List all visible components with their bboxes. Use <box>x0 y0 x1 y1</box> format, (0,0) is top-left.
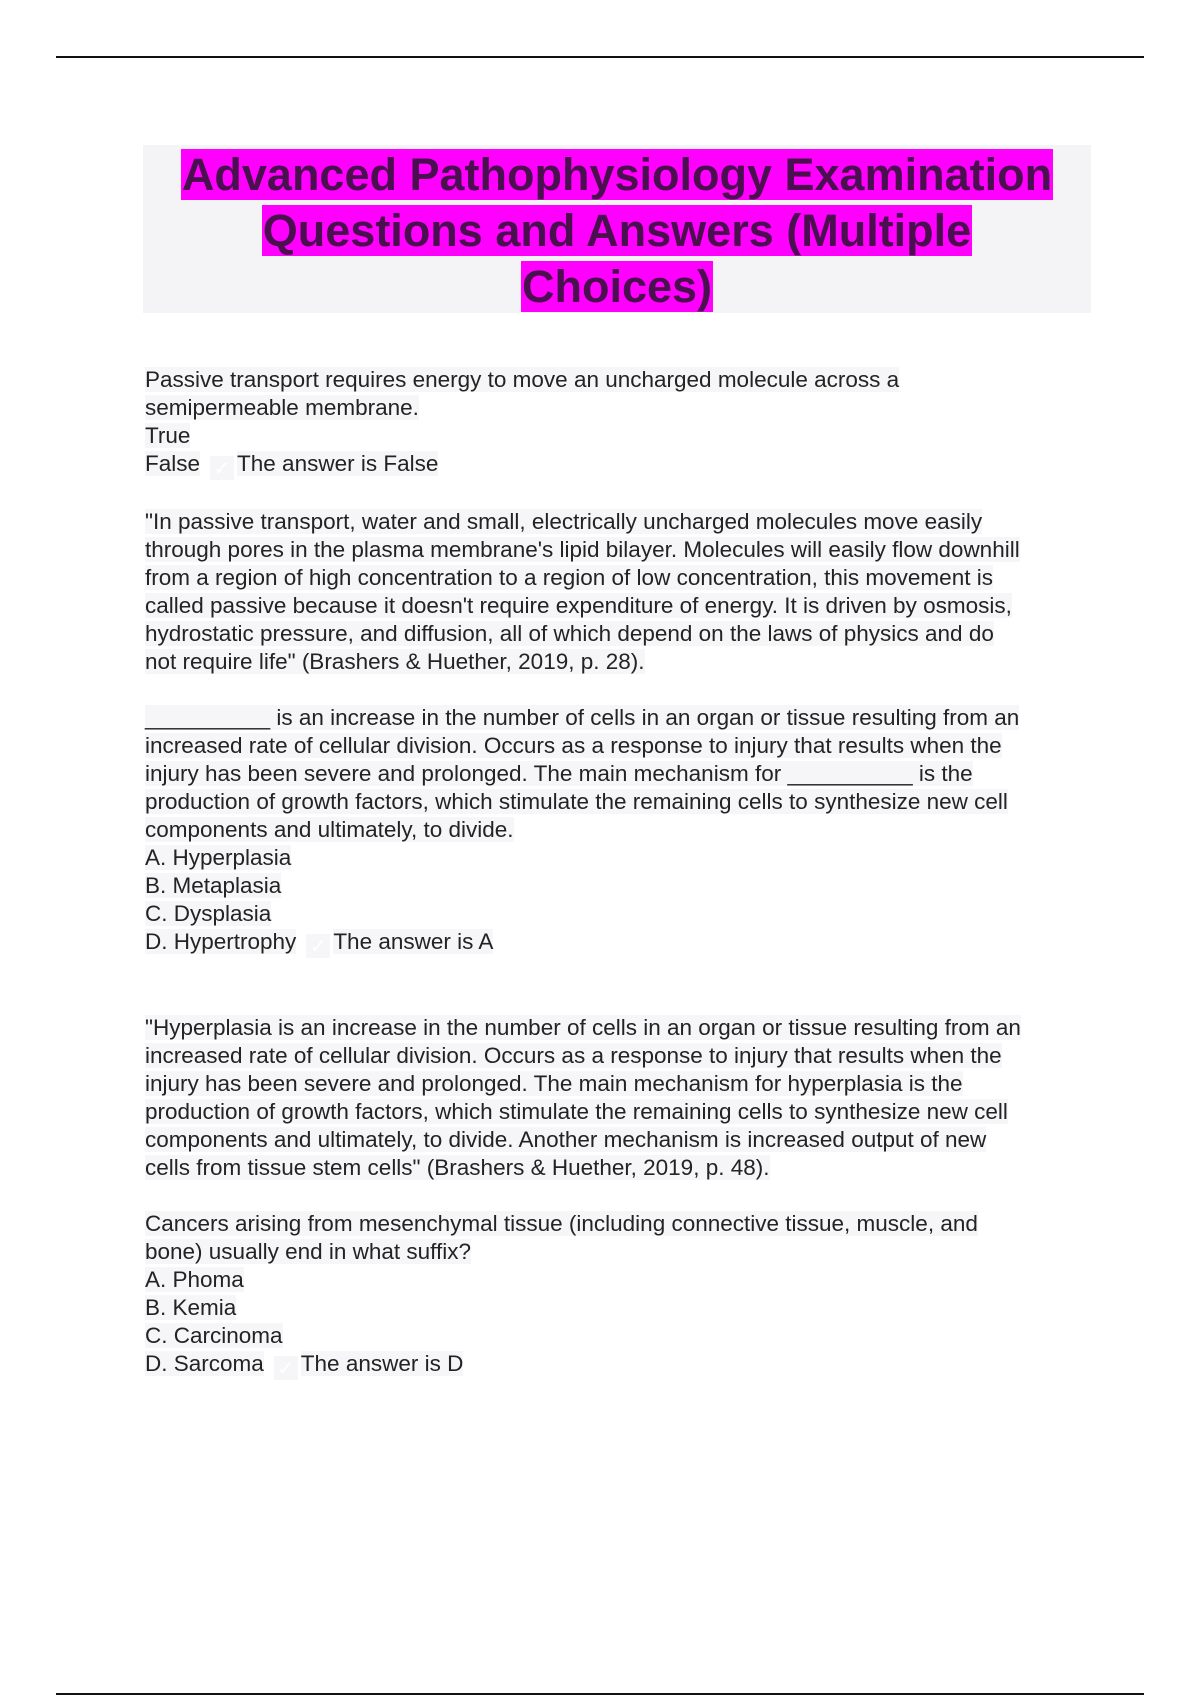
question-text-line: __________ is an increase in the number of cells in an organ or tissue resulting from an <box>145 705 1020 730</box>
option-c: C. Dysplasia <box>145 901 272 926</box>
checkmark-icon: ✓ <box>306 934 330 958</box>
explanation-1 <box>145 508 1095 676</box>
option-a: A. Phoma <box>145 1267 244 1292</box>
explanation-line: production of growth factors, which stimulate the remaining cells to synthesize new cell <box>145 1099 1008 1124</box>
checkmark-icon: ✓ <box>210 456 234 480</box>
bottom-divider <box>56 1693 1144 1695</box>
explanation-line: hydrostatic pressure, and diffusion, all of which depend on the laws of physics and do <box>145 621 994 646</box>
answer-text: The answer is D <box>300 1351 464 1376</box>
document-body <box>145 366 1095 1380</box>
question-text-line: injury has been severe and prolonged. The main mechanism for __________ is the <box>145 761 973 786</box>
question-text-line: Cancers arising from mesenchymal tissue (including connective tissue, muscle, and <box>145 1211 978 1236</box>
question-3 <box>145 1210 1095 1380</box>
explanation-2 <box>145 1014 1095 1182</box>
explanation-line: "Hyperplasia is an increase in the number of cells in an organ or tissue resulting from an <box>145 1015 1021 1040</box>
question-text-line: production of growth factors, which stimulate the remaining cells to synthesize new cell <box>145 789 1008 814</box>
page-title <box>143 145 1091 315</box>
option-d-with-answer: D. Hypertrophy ✓ The answer is A <box>145 929 494 958</box>
answer-text: The answer is False <box>237 451 439 476</box>
option-true: True <box>145 423 191 448</box>
question-text-line: semipermeable membrane. <box>145 395 419 420</box>
title-panel <box>143 145 1091 313</box>
explanation-line: increased rate of cellular division. Occurs as a response to injury that results when the <box>145 1043 1002 1068</box>
question-text-line: bone) usually end in what suffix? <box>145 1239 472 1264</box>
explanation-line: called passive because it doesn't require expenditure of energy. It is driven by osmosis, <box>145 593 1012 618</box>
explanation-line: not require life" (Brashers & Huether, 2019, p. 28). <box>145 649 645 674</box>
answer-text: The answer is A <box>333 929 494 954</box>
question-text-line: Passive transport requires energy to move an uncharged molecule across a <box>145 367 900 392</box>
checkmark-icon: ✓ <box>274 1356 298 1380</box>
question-text-line: increased rate of cellular division. Occurs as a response to injury that results when the <box>145 733 1002 758</box>
option-b: B. Kemia <box>145 1295 237 1320</box>
explanation-line: cells from tissue stem cells" (Brashers & Huether, 2019, p. 48). <box>145 1155 770 1180</box>
top-divider <box>56 56 1144 58</box>
option-a: A. Hyperplasia <box>145 845 292 870</box>
question-text-line: components and ultimately, to divide. <box>145 817 514 842</box>
option-b: B. Metaplasia <box>145 873 282 898</box>
explanation-line: components and ultimately, to divide. Another mechanism is increased output of new <box>145 1127 987 1152</box>
title-line-1: Advanced Pathophysiology Examination <box>181 149 1053 200</box>
explanation-line: through pores in the plasma membrane's lipid bilayer. Molecules will easily flow downhill <box>145 537 1020 562</box>
option-d-with-answer: D. Sarcoma ✓ The answer is D <box>145 1351 464 1380</box>
option-c: C. Carcinoma <box>145 1323 283 1348</box>
title-line-3: Choices) <box>521 261 713 312</box>
question-1 <box>145 366 1095 480</box>
explanation-line: "In passive transport, water and small, electrically uncharged molecules move easily <box>145 509 983 534</box>
option-false-with-answer: False ✓ The answer is False <box>145 451 439 480</box>
explanation-line: from a region of high concentration to a region of low concentration, this movement is <box>145 565 993 590</box>
title-line-2: Questions and Answers (Multiple <box>262 205 972 256</box>
explanation-line: injury has been severe and prolonged. The main mechanism for hyperplasia is the <box>145 1071 963 1096</box>
question-2 <box>145 704 1095 958</box>
